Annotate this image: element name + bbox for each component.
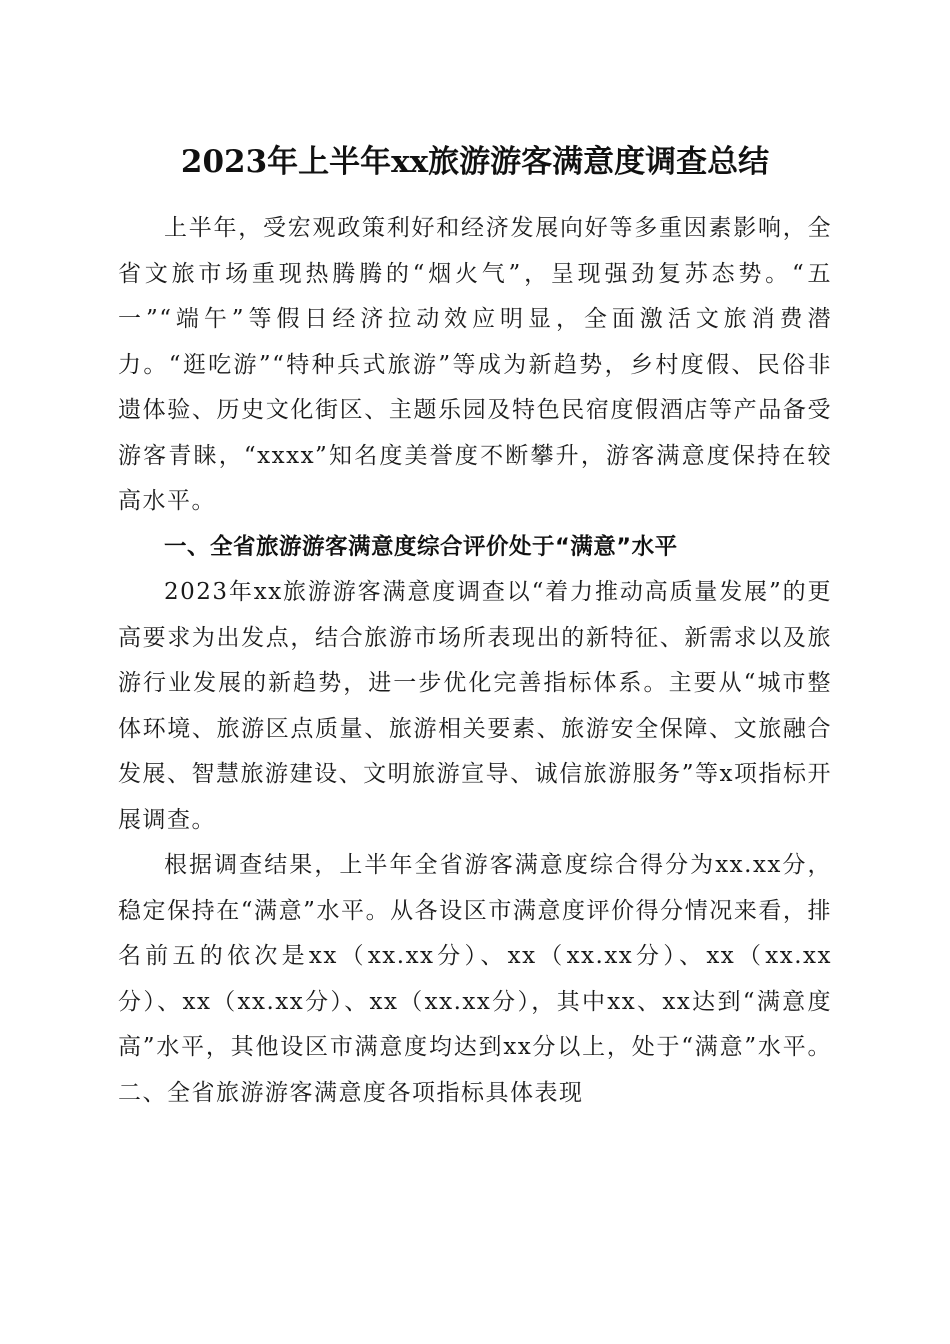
document-title: 2023年上半年xx旅游游客满意度调查总结 [180,144,770,180]
intro-paragraph: 上半年，受宏观政策利好和经济发展向好等多重因素影响，全省文旅市场重现热腾腾的“烟火气”，呈现强劲复苏态势。“五一”“端午”等假日经济拉动效应明显，全面激活文旅消费潜力。“逛吃游”“特种兵式旅游”等成为新趋势，乡村度假、民俗非遗体验、历史文化街区、主题乐园及特色民宿度假酒店等产品备受游客青睐，“xxxx”知名度美誉度不断攀升，游客满意度保持在较高水平。 [118,215,832,514]
survey-method-paragraph: 2023年xx旅游游客满意度调查以“着力推动高质量发展”的更高要求为出发点，结合旅游市场所表现出的新特征、新需求以及旅游行业发展的新趋势，进一步优化完善指标体系。主要从“城市整体环境、旅游区点质量、旅游相关要素、旅游安全保障、文旅融合发展、智慧旅游建设、文明旅游宣导、诚信旅游服务”等x项指标开展调查。 [118,579,832,833]
survey-results-paragraph: 根据调查结果，上半年全省游客满意度综合得分为xx.xx分，稳定保持在“满意”水平。从各设区市满意度评价得分情况来看，排名前五的依次是xx（xx.xx分）、xx（xx.xx分）、xx（xx.xx分）、xx（xx.xx分）、xx（xx.xx分），其中xx、xx达到“满意度高”水平，其他设区市满意度均达到xx分以上，处于“满意”水平。二、全省旅游游客满意度各项指标具体表现 [118,852,832,1106]
document-body [118,206,832,1116]
section-heading-1: 一、全省旅游游客满意度综合评价处于“满意”水平 [164,533,678,560]
